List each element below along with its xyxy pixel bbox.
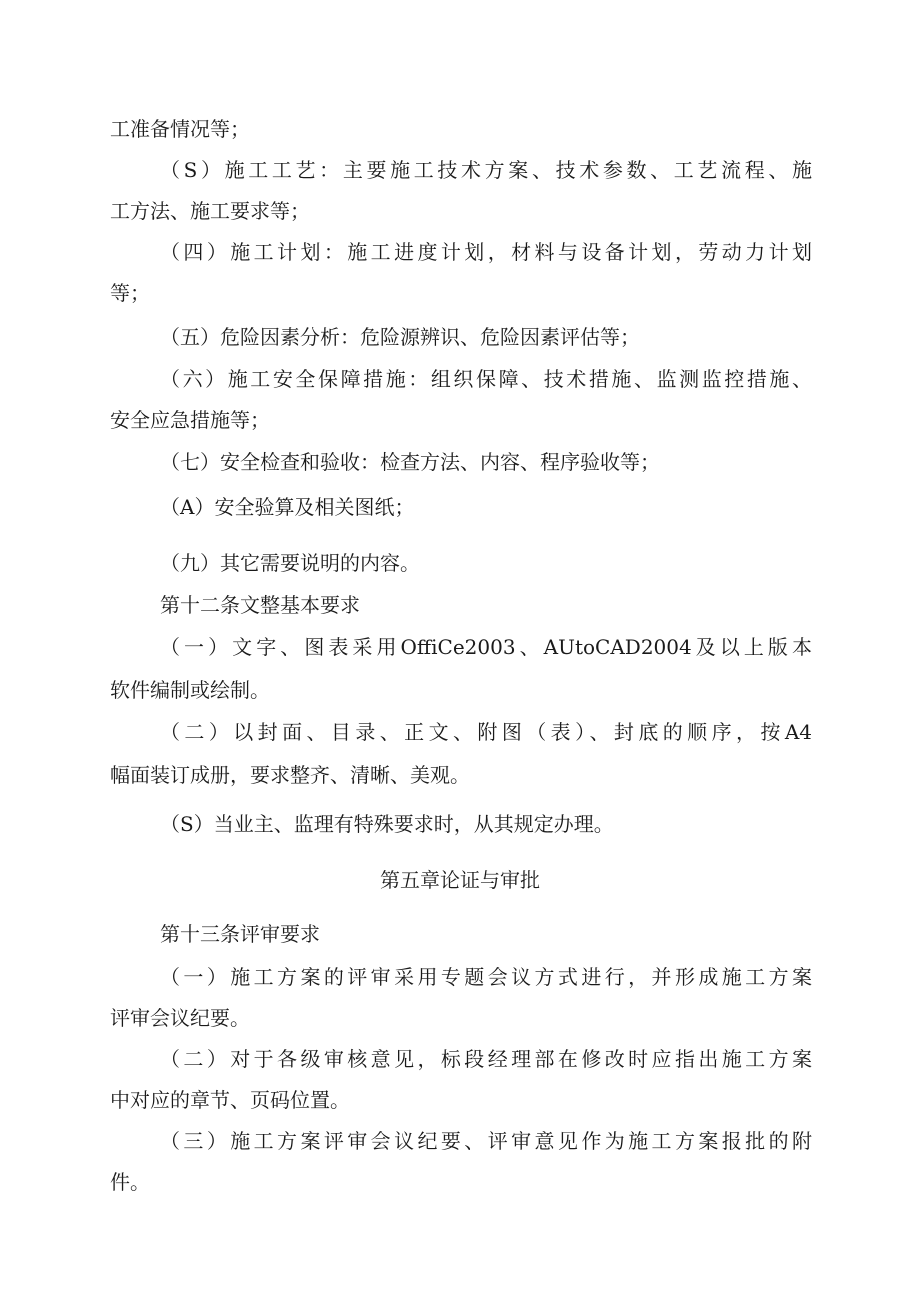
text-line: （五）危险因素分析：危险源辨识、危险因素评估等； <box>160 325 640 349</box>
text-line: （六）施工安全保障措施：组织保障、技术措施、监测监控措施、 <box>160 367 812 391</box>
text-line: （S）当业主、监理有特殊要求时，从其规定办理。 <box>160 812 614 836</box>
text-line: 中对应的章节、页码位置。 <box>110 1088 350 1112</box>
section-heading: 第十二条文整基本要求 <box>160 593 360 617</box>
text-line: （三）施工方案评审会议纪要、评审意见作为施工方案报批的附 <box>160 1129 812 1153</box>
text-line: 软件编制或绘制。 <box>110 678 270 702</box>
text-line: （四）施工计划：施工进度计划，材料与设备计划，劳动力计划 <box>160 240 812 264</box>
section-heading: 第十三条评审要求 <box>160 922 320 946</box>
text-line: 安全应急措施等； <box>110 408 270 432</box>
chapter-title: 第五章论证与审批 <box>380 868 540 892</box>
text-line: 工方法、施工要求等； <box>110 199 310 223</box>
text-line: （一）文字、图表采用OffiCe2003、AUtoCAD2004及以上版本 <box>160 635 812 659</box>
text-line: （七）安全检查和验收：检查方法、内容、程序验收等； <box>160 450 660 474</box>
text-line: 幅面装订成册，要求整齐、清晰、美观。 <box>110 763 470 787</box>
text-line: 件。 <box>110 1170 150 1194</box>
text-line: （S）施工工艺：主要施工技术方案、技术参数、工艺流程、施 <box>160 158 812 182</box>
text-line: （A）安全验算及相关图纸； <box>160 495 415 519</box>
text-line: 工准备情况等； <box>110 117 250 141</box>
text-line: （九）其它需要说明的内容。 <box>160 551 420 575</box>
text-line: （一）施工方案的评审采用专题会议方式进行，并形成施工方案 <box>160 965 812 989</box>
text-line: （二）以封面、目录、正文、附图（表）、封底的顺序，按A4 <box>160 720 812 744</box>
text-line: 等； <box>110 281 150 305</box>
text-line: （二）对于各级审核意见，标段经理部在修改时应指出施工方案 <box>160 1047 812 1071</box>
text-line: 评审会议纪要。 <box>110 1006 250 1030</box>
